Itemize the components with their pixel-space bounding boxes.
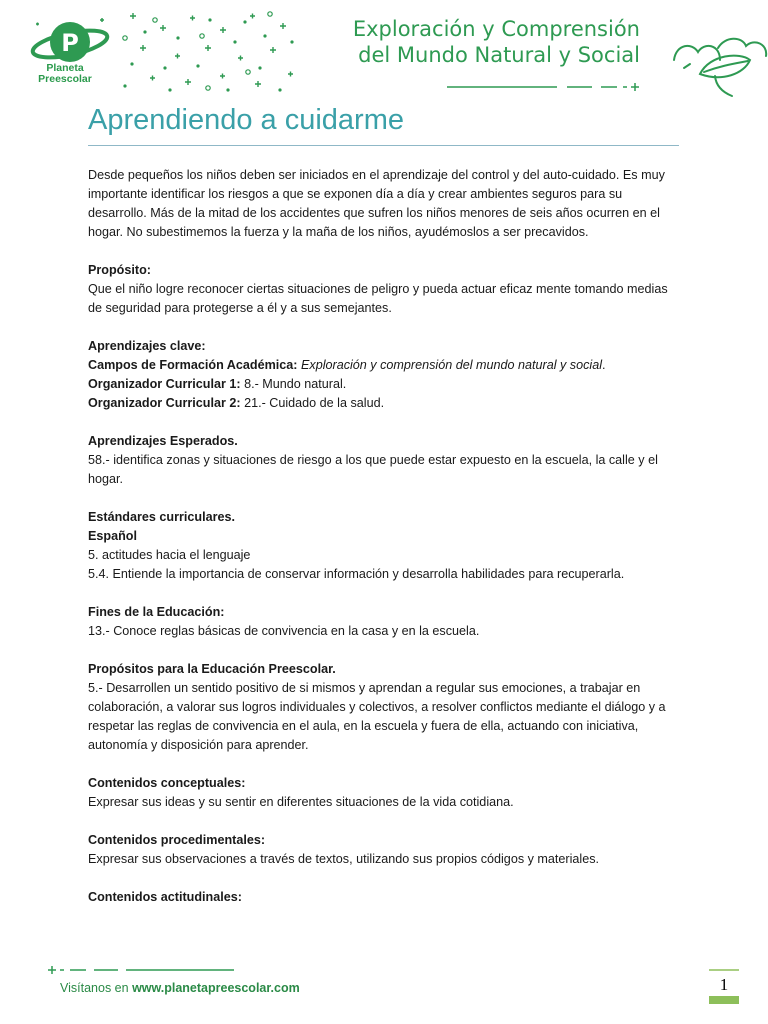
contenidos-actitudinales-heading: Contenidos actitudinales:: [88, 890, 242, 904]
document-body: [88, 166, 680, 926]
proposito-heading: Propósito:: [88, 263, 151, 277]
footer-dashed-line-icon: [46, 965, 236, 975]
estandares-line-2: 5.4. Entiende la importancia de conservar información y desarrolla habilidades para recuperarla.: [88, 567, 625, 581]
stars-decoration-icon: [120, 8, 300, 93]
section-propositos-preescolar: [88, 660, 680, 755]
svg-text:P: P: [61, 29, 79, 57]
section-aprendizajes-esperados: [88, 432, 680, 489]
title-divider: [88, 145, 679, 146]
heart-leaf-icon: [670, 34, 768, 100]
logo-text-line2: Preescolar: [38, 73, 92, 85]
logo-wordmark: [30, 63, 100, 85]
contenidos-procedimentales-heading: Contenidos procedimentales:: [88, 833, 266, 847]
header-dashed-line-icon: [445, 82, 640, 92]
footer-visit-label: Visítanos en: [60, 981, 129, 995]
propositos-preescolar-text: 5.- Desarrollen un sentido positivo de si mismos y aprendan a regular sus emociones, a trabajar en colaboración, a valorar sus logros individuales y colectivos, a resolver conflictos mediante el diálogo y a respetar las reglas de convivencia en el aula, en la escuela y fuera de ella, actuando con iniciativa, autonomía y disposición para aprender.: [88, 681, 666, 752]
propositos-preescolar-heading: Propósitos para la Educación Preescolar.: [88, 662, 336, 676]
fines-text: 13.- Conoce reglas básicas de convivencia en la casa y en la escuela.: [88, 624, 480, 638]
section-contenidos-actitudinales: [88, 888, 680, 907]
organizador-1-value: 8.- Mundo natural.: [244, 377, 347, 391]
organizador-1-label: Organizador Curricular 1:: [88, 377, 241, 391]
organizador-2-label: Organizador Curricular 2:: [88, 396, 241, 410]
logo-text-line1: Planeta: [46, 62, 84, 74]
contenidos-procedimentales-text: Expresar sus observaciones a través de textos, utilizando sus propios códigos y materiales.: [88, 852, 599, 866]
contenidos-conceptuales-heading: Contenidos conceptuales:: [88, 776, 246, 790]
aprendizajes-clave-heading: Aprendizajes clave:: [88, 339, 206, 353]
aprendizajes-esperados-heading: Aprendizajes Esperados.: [88, 434, 238, 448]
aprendizajes-esperados-text: 58.- identifica zonas y situaciones de riesgo a los que puede estar expuesto en la escuela, la calle y el hogar.: [88, 453, 658, 486]
organizador-2-value: 21.- Cuidado de la salud.: [244, 396, 385, 410]
page-number: 1: [719, 975, 729, 994]
section-fines: [88, 603, 680, 641]
header-subject-title: [300, 16, 640, 68]
contenidos-conceptuales-text: Expresar sus ideas y su sentir en diferentes situaciones de la vida cotidiana.: [88, 795, 514, 809]
estandares-heading: Estándares curriculares.: [88, 510, 236, 524]
section-contenidos-conceptuales: [88, 774, 680, 812]
header-title-line1: Exploración y Comprensión: [352, 17, 640, 41]
fines-heading: Fines de la Educación:: [88, 605, 225, 619]
estandares-subheading: Español: [88, 529, 137, 543]
campos-line: Campos de Formación Académica: Exploración y comprensión del mundo natural y social.: [88, 358, 606, 372]
intro-paragraph: Desde pequeños los niños deben ser iniciados en el aprendizaje del control y del auto-cuidado. Es muy importante identificar los riesgos a que se exponen día a día y crear ambientes seguros para su desarrollo. Más de la mitad de los accidentes que sufren los niños menores de seis años ocurren en el hogar. No subestimemos la fuerza y la maña de los niños, ayudémoslos a ser precavidos.: [88, 168, 665, 239]
organizador-1-line: [88, 375, 680, 394]
footer-visit: [60, 981, 300, 995]
organizador-2-line: [88, 394, 680, 413]
section-aprendizajes-clave: [88, 337, 680, 413]
header-title-line2: del Mundo Natural y Social: [358, 43, 640, 67]
proposito-text: Que el niño logre reconocer ciertas situaciones de peligro y pueda actuar eficaz mente tomando medias de seguridad para protegerse a él y a sus semejantes.: [88, 282, 668, 315]
estandares-line-1: 5. actitudes hacia el lenguaje: [88, 548, 251, 562]
footer-url-link[interactable]: www.planetapreescolar.com: [132, 981, 300, 995]
campos-label: Campos de Formación Académica:: [88, 358, 298, 372]
section-estandares: [88, 508, 680, 584]
section-contenidos-procedimentales: [88, 831, 680, 869]
section-proposito: [88, 261, 680, 318]
page-title: Aprendiendo a cuidarme: [88, 104, 404, 136]
page-header: [0, 0, 768, 100]
campos-value: Exploración y comprensión del mundo natural y social: [301, 358, 603, 372]
